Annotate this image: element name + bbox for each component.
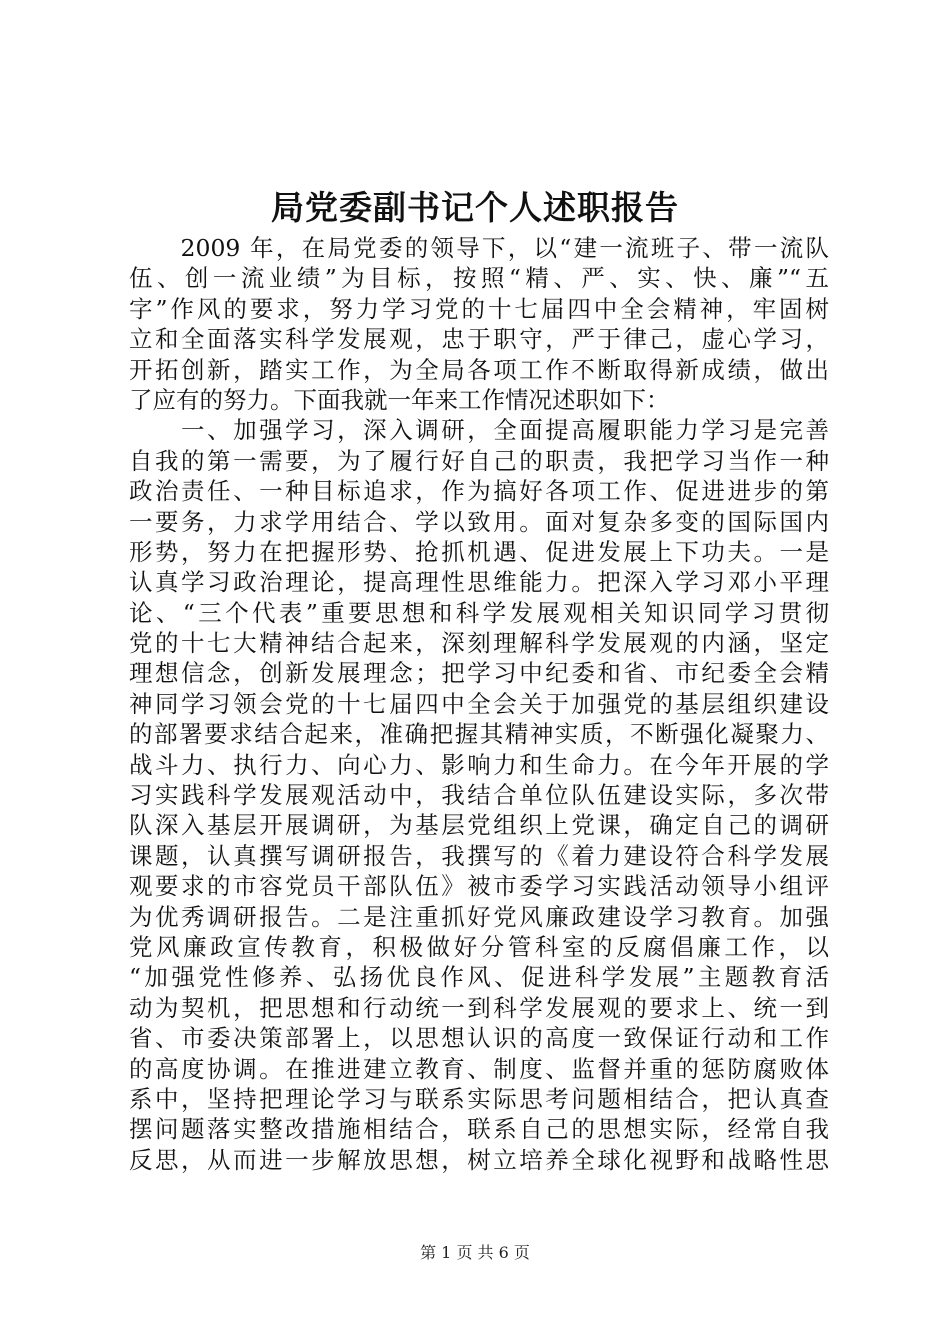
body-line: 党风廉政宣传教育，积极做好分管科室的反腐倡廉工作，以 <box>129 932 829 961</box>
body-line: 省、市委决策部署上，以思想认识的高度一致保证行动和工作 <box>129 1024 829 1053</box>
body-line: 论、“三个代表”重要思想和科学发展观相关知识同学习贯彻 <box>129 598 829 627</box>
body-line: 理想信念，创新发展理念；把学习中纪委和省、市纪委全会精 <box>129 659 829 688</box>
body-line: 2009 年，在局党委的领导下，以“建一流班子、带一流队 <box>129 234 829 262</box>
body-line: 战斗力、执行力、向心力、影响力和生命力。在今年开展的学 <box>129 750 829 779</box>
body-line: 认真学习政治理论，提高理性思维能力。把深入学习邓小平理 <box>129 568 829 597</box>
body-line: 摆问题落实整改措施相结合，联系自己的思想实际，经常自我 <box>129 1115 829 1144</box>
body-line: 习实践科学发展观活动中，我结合单位队伍建设实际，多次带 <box>129 781 829 810</box>
body-line: 立和全面落实科学发展观，忠于职守，严于律己，虚心学习， <box>129 325 829 354</box>
body-line: 开拓创新，踏实工作，为全局各项工作不断取得新成绩，做出 <box>129 355 829 384</box>
body-line: 课题，认真撰写调研报告，我撰写的《着力建设符合科学发展 <box>129 841 829 870</box>
body-text <box>129 233 829 1175</box>
page-footer: 第 1 页 共 6 页 <box>420 1243 530 1262</box>
body-line: 的部署要求结合起来，准确把握其精神实质，不断强化凝聚力、 <box>129 720 829 749</box>
body-line: 了应有的努力。下面我就一年来工作情况述职如下： <box>129 385 670 414</box>
document-title: 局党委副书记个人述职报告 <box>271 188 679 227</box>
body-line: 形势，努力在把握形势、抢抓机遇、促进发展上下功夫。一是 <box>129 537 829 566</box>
body-line: 观要求的市容党员干部队伍》被市委学习实践活动领导小组评 <box>129 872 829 901</box>
body-line: 系中，坚持把理论学习与联系实际思考问题相结合，把认真查 <box>129 1084 829 1113</box>
body-line: 党的十七大精神结合起来，深刻理解科学发展观的内涵，坚定 <box>129 629 829 658</box>
body-line: 伍、创一流业绩”为目标，按照“精、严、实、快、廉”“五 <box>129 264 829 293</box>
body-line: 神同学习领会党的十七届四中全会关于加强党的基层组织建设 <box>129 689 829 718</box>
body-line: 字”作风的要求，努力学习党的十七届四中全会精神，牢固树 <box>129 294 829 323</box>
body-line: 为优秀调研报告。二是注重抓好党风廉政建设学习教育。加强 <box>129 902 829 931</box>
body-line: 反思，从而进一步解放思想，树立培养全球化视野和战略性思 <box>129 1145 829 1174</box>
body-line: 一要务，力求学用结合、学以致用。面对复杂多变的国际国内 <box>129 507 829 536</box>
body-line: 自我的第一需要，为了履行好自己的职责，我把学习当作一种 <box>129 446 829 475</box>
body-line: 政治责任、一种目标追求，作为搞好各项工作、促进进步的第 <box>129 477 829 506</box>
body-line: 一、加强学习，深入调研，全面提高履职能力学习是完善 <box>129 416 829 445</box>
body-line: “加强党性修养、弘扬优良作风、促进科学发展”主题教育活 <box>129 963 829 992</box>
body-line: 队深入基层开展调研，为基层党组织上党课，确定自己的调研 <box>129 811 829 840</box>
body-line: 的高度协调。在推进建立教育、制度、监督并重的惩防腐败体 <box>129 1054 829 1083</box>
body-line: 动为契机，把思想和行动统一到科学发展观的要求上、统一到 <box>129 993 829 1022</box>
